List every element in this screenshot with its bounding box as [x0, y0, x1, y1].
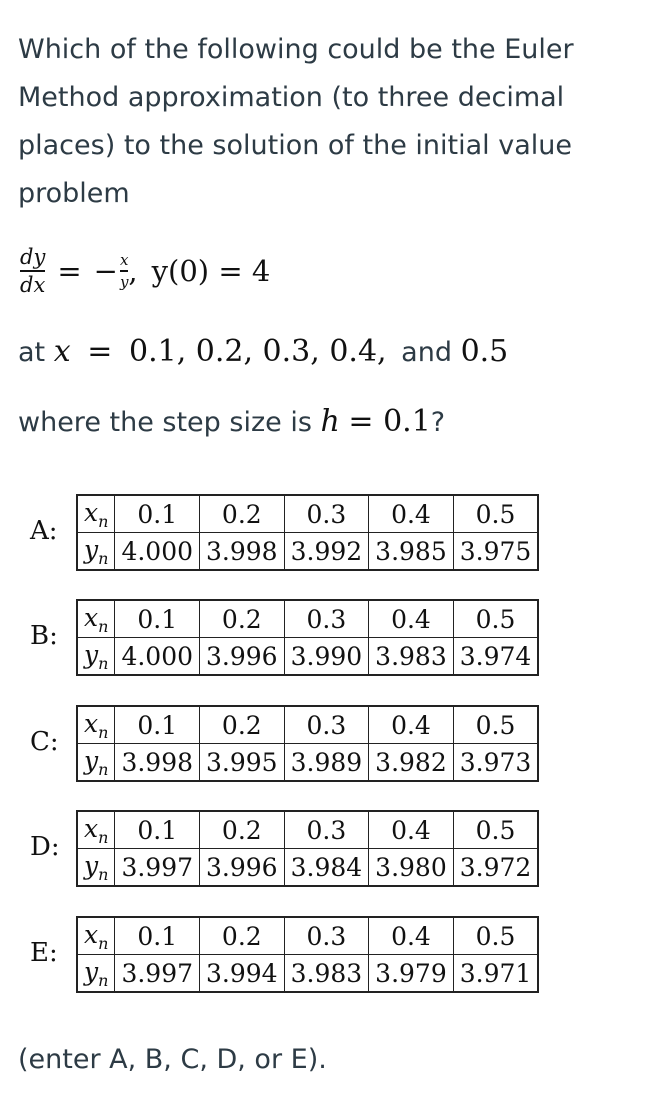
y-row	[77, 955, 538, 993]
y-value-cell: 3.983	[369, 638, 454, 676]
label-base: y	[84, 850, 99, 880]
label-subscript: n	[98, 970, 109, 990]
label-base: y	[84, 745, 99, 775]
x-row-label	[77, 600, 115, 638]
x-value-cell: 0.3	[284, 600, 369, 638]
fraction-bar	[120, 270, 128, 272]
y-value-cell: 3.972	[453, 849, 538, 887]
y-value-cell: 3.990	[284, 638, 369, 676]
comma: ,	[128, 254, 138, 288]
x-row-label	[77, 917, 115, 955]
option-table	[76, 810, 539, 887]
x-value-cell: 0.2	[200, 917, 285, 955]
x-value-cell: 0.4	[369, 706, 454, 744]
derivative-numerator: dy	[20, 245, 46, 270]
y-value-cell: 3.983	[284, 955, 369, 993]
x-values-list: 0.1, 0.2, 0.3, 0.4,	[128, 334, 387, 369]
x-variable: x	[53, 334, 71, 369]
label-base: x	[84, 813, 99, 843]
step-size-value: = 0.1	[348, 404, 431, 439]
label-base: y	[84, 639, 99, 669]
equals-sign: =	[87, 334, 113, 369]
y-value-cell: 3.984	[284, 849, 369, 887]
x-value-cell: 0.2	[200, 811, 285, 849]
label-base: x	[84, 708, 99, 738]
y-row	[77, 849, 538, 887]
x-last-value: 0.5	[460, 334, 509, 369]
label-subscript: n	[98, 827, 109, 847]
x-row-label	[77, 495, 115, 533]
x-value-cell: 0.3	[284, 917, 369, 955]
x-value-cell: 0.2	[200, 495, 285, 533]
y-value-cell: 3.985	[369, 533, 454, 571]
x-value-cell: 0.1	[115, 811, 200, 849]
option-letter: D:	[30, 832, 60, 862]
y-value-cell: 3.994	[200, 955, 285, 993]
x-value-cell: 0.5	[453, 917, 538, 955]
x-value-cell: 0.3	[284, 811, 369, 849]
y-value-cell: 3.997	[115, 955, 200, 993]
y-value-cell: 3.989	[284, 744, 369, 782]
x-value-cell: 0.5	[453, 811, 538, 849]
label-base: x	[84, 497, 99, 527]
y-value-cell: 3.982	[369, 744, 454, 782]
option-table	[76, 599, 539, 676]
x-value-cell: 0.2	[200, 600, 285, 638]
option-table	[76, 705, 539, 782]
y-value-cell: 3.995	[200, 744, 285, 782]
x-value-cell: 0.3	[284, 495, 369, 533]
label-base: x	[84, 919, 99, 949]
rhs-numerator: x	[119, 251, 129, 270]
label-subscript: n	[98, 616, 109, 636]
differential-equation	[20, 236, 270, 306]
fraction-bar	[20, 270, 45, 272]
option-table	[76, 916, 539, 993]
evaluation-points-line	[18, 328, 508, 377]
y-row	[77, 533, 538, 571]
derivative-denominator: dx	[20, 272, 46, 297]
y-value-cell: 3.973	[453, 744, 538, 782]
question-mark: ?	[430, 407, 446, 438]
rhs-denominator: y	[119, 272, 129, 291]
x-row	[77, 917, 538, 955]
h-variable: h	[320, 404, 340, 439]
x-value-cell: 0.5	[453, 706, 538, 744]
question-text: Which of the following could be the Euler Method approximation (to three decimal places) to the solution of the initial value problem	[18, 34, 574, 209]
y-row	[77, 638, 538, 676]
y-row-label	[77, 849, 115, 887]
option-letter: B:	[30, 621, 58, 651]
label-subscript: n	[98, 722, 109, 742]
and-word: and	[401, 337, 452, 368]
y-value-cell: 3.998	[200, 533, 285, 571]
x-row	[77, 811, 538, 849]
label-subscript: n	[98, 653, 109, 673]
label-base: y	[84, 534, 99, 564]
x-row	[77, 600, 538, 638]
x-row-label	[77, 811, 115, 849]
y-value-cell: 3.998	[115, 744, 200, 782]
step-size-text: where the step size is	[18, 407, 312, 438]
y-value-cell: 3.975	[453, 533, 538, 571]
x-value-cell: 0.2	[200, 706, 285, 744]
label-subscript: n	[98, 933, 109, 953]
y-value-cell: 3.980	[369, 849, 454, 887]
minus-sign: −	[93, 254, 118, 288]
label-subscript: n	[98, 864, 109, 884]
initial-condition: y(0) = 4	[151, 254, 271, 288]
label-subscript: n	[98, 548, 109, 568]
rhs-fraction	[120, 252, 128, 290]
x-value-cell: 0.1	[115, 917, 200, 955]
y-row-label	[77, 744, 115, 782]
step-size-line	[18, 398, 445, 447]
label-base: x	[84, 602, 99, 632]
y-value-cell: 4.000	[115, 533, 200, 571]
y-row-label	[77, 533, 115, 571]
x-value-cell: 0.4	[369, 600, 454, 638]
x-row-label	[77, 706, 115, 744]
y-value-cell: 3.996	[200, 849, 285, 887]
y-row-label	[77, 955, 115, 993]
y-value-cell: 3.979	[369, 955, 454, 993]
y-value-cell: 3.974	[453, 638, 538, 676]
x-value-cell: 0.4	[369, 495, 454, 533]
equals-sign: =	[57, 254, 82, 288]
x-value-cell: 0.4	[369, 917, 454, 955]
y-value-cell: 3.992	[284, 533, 369, 571]
x-value-cell: 0.4	[369, 811, 454, 849]
option-letter: C:	[30, 727, 59, 757]
y-value-cell: 3.997	[115, 849, 200, 887]
x-row	[77, 495, 538, 533]
x-value-cell: 0.1	[115, 495, 200, 533]
x-value-cell: 0.3	[284, 706, 369, 744]
option-letter: E:	[30, 938, 58, 968]
y-row-label	[77, 638, 115, 676]
option-table	[76, 494, 539, 571]
label-subscript: n	[98, 759, 109, 779]
x-value-cell: 0.1	[115, 706, 200, 744]
label-base: y	[84, 956, 99, 986]
x-value-cell: 0.1	[115, 600, 200, 638]
x-row	[77, 706, 538, 744]
at-word: at	[18, 337, 46, 368]
y-value-cell: 3.971	[453, 955, 538, 993]
label-subscript: n	[98, 511, 109, 531]
y-value-cell: 4.000	[115, 638, 200, 676]
option-letter: A:	[30, 516, 58, 546]
x-value-cell: 0.5	[453, 495, 538, 533]
answer-instruction: (enter A, B, C, D, or E).	[18, 1044, 327, 1075]
x-value-cell: 0.5	[453, 600, 538, 638]
y-row	[77, 744, 538, 782]
y-value-cell: 3.996	[200, 638, 285, 676]
derivative-fraction	[20, 246, 45, 296]
